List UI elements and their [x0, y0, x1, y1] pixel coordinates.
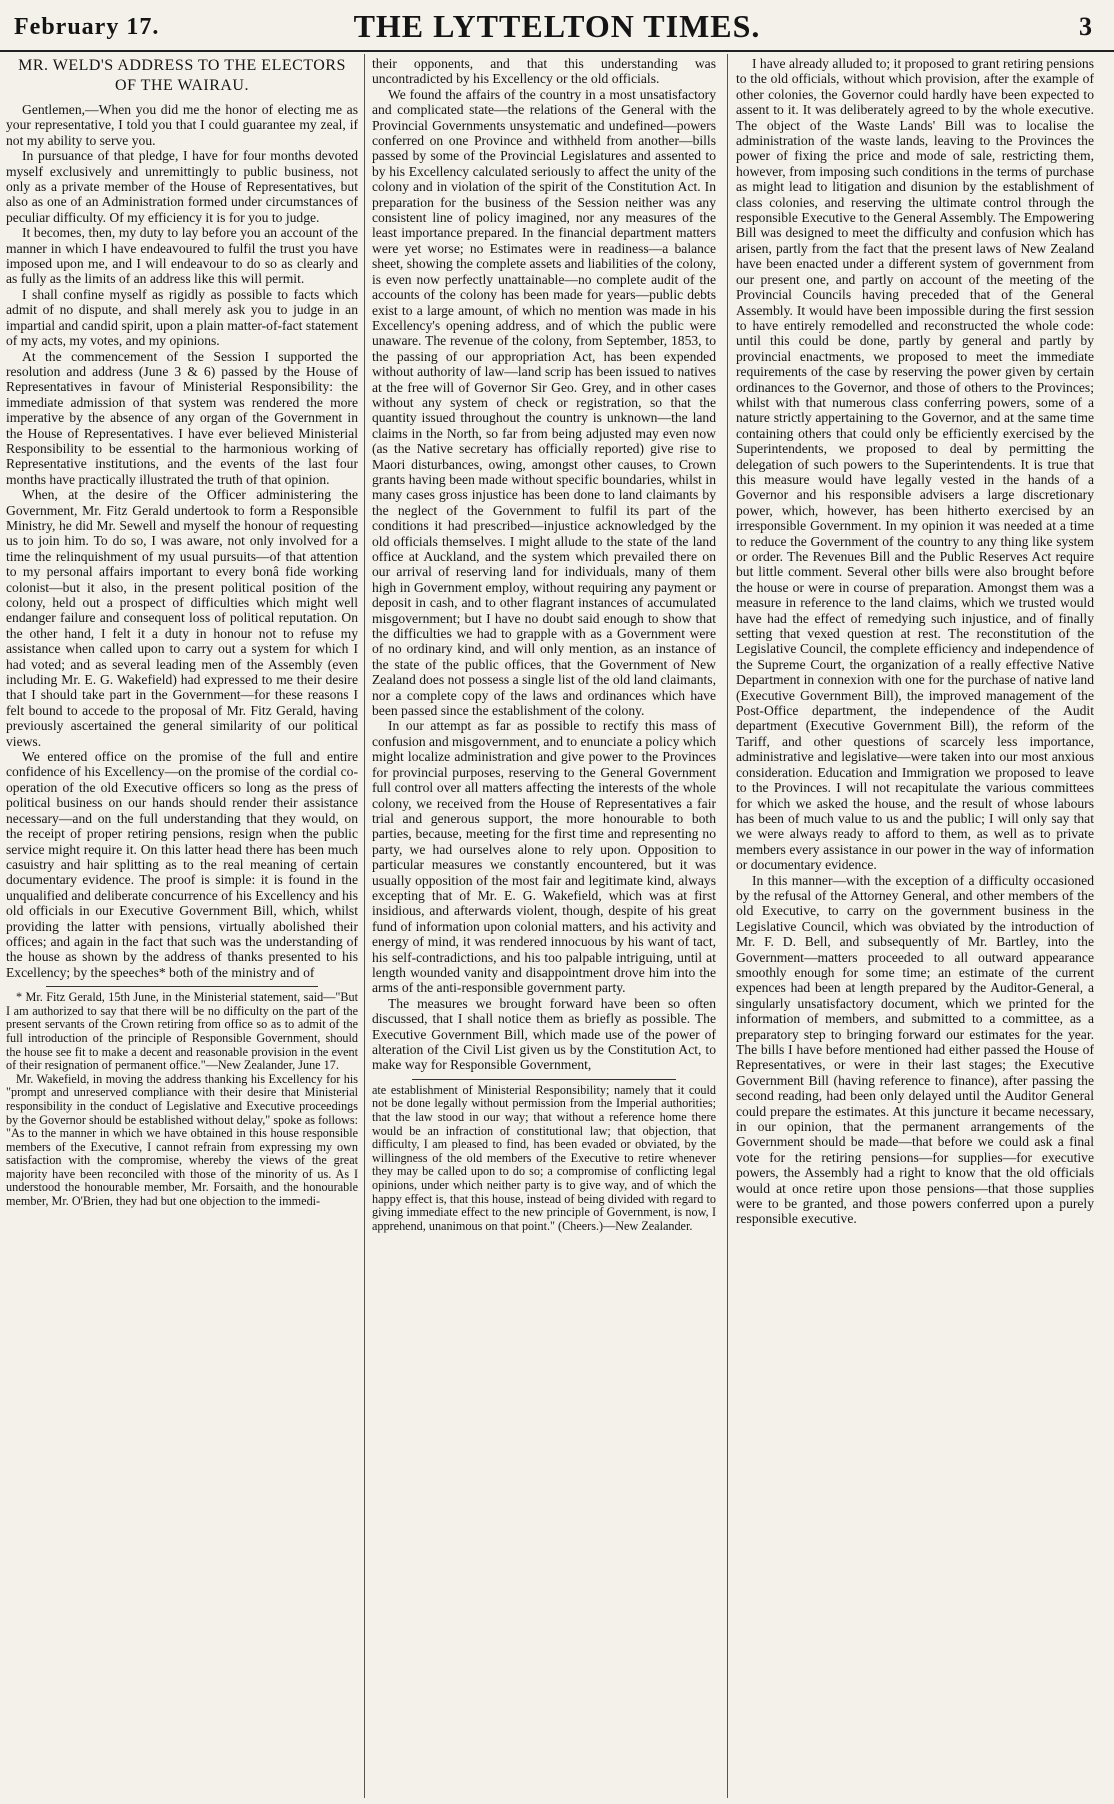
page-number: 3	[1079, 12, 1092, 41]
footnote: ate establishment of Ministerial Responsibility; namely that it could not be done legally without permission from the Imperial authorities; that the law stood in our way; that without a reference home there would be an infraction of constitutional law; that objection, that difficulty, I am pleased to find, has been evaded or obviated, by the willingness of the old members of the Executive to retire whenever they may be called upon to do so; a compromise of conflicting legal opinions, under which neither party is to give way, and of which the happy effect is, that this house, instead of being divided with regard to giving immediate effect to the new principle of Government, is now, I apprehend, unanimous on that point." (Cheers.)—New Zealander.	[372, 1082, 716, 1233]
footnote: Mr. Wakefield, in moving the address thanking his Excellency for his "prompt and unreserved compliance with their desire that Ministerial responsibility in the conduct of Legislative and Executive proceedings by the Governor should be established without delay," spoke as follows: "As to the manner in which we have obtained in this house responsible members of the Executive, I cannot refrain from expressing my own satisfaction with the compromise, whereby the views of the great majority have been reconciled with those of the minority of us. As I understood the honourable member, Mr. Forsaith, and the honourable member, Mr. O'Brien, they had but one objection to the immedi-	[6, 1071, 358, 1209]
paragraph: their opponents, and that this understanding was uncontradicted by his Excellency or the old officials.	[372, 56, 716, 87]
headline-line-1: MR. WELD'S ADDRESS TO THE ELECTORS	[18, 57, 346, 74]
article-headline	[6, 56, 358, 96]
column-rule-1	[364, 54, 365, 1798]
column-3	[736, 56, 1094, 1798]
footnotes	[6, 991, 358, 1209]
paragraph: Gentlemen,—When you did me the honor of electing me as your representative, I told you that I could guarantee my zeal, if not my ability to serve you.	[6, 102, 358, 148]
paragraph: At the commencement of the Session I supported the resolution and address (June 3 & 6) passed by the House of Representatives in favour of Ministerial Responsibility: the immediate admission of that system was rendered the more imperative by the absence of any organ of the Government in the House of Representatives. I have ever believed Ministerial Responsibility to be essential to the harmonious working of Representative institutions, and the events of the last four months have practically illustrated the truth of that opinion.	[6, 348, 358, 487]
masthead	[0, 0, 1114, 52]
paragraph: In our attempt as far as possible to rectify this mass of confusion and misgovernment, and to enunciate a policy which might localize administration and give power to the Provinces for provincial purposes, reserving to the General Government full control over all matters affecting the interests of the whole colony, we received from the House of Representatives a fair trial and generous support, the more honourable to both parties, because, meeting for the first time and representing no party, we had ourselves alone to rely upon. Opposition to particular measures we constantly encountered, but it was usually opposition of the most fair and legitimate kind, always excepting that of Mr. E. G. Wakefield, which was at first insidious, and afterwards violent, though, despite of his great fund of information upon colonial matters, and his activity and energy of mind, it was rendered innocuous by his want of tact, his self-contradictions, and his too palpable intriguing, until at length wounded vanity and disappointment drove him into the arms of the anti-responsible government party.	[372, 718, 716, 996]
paragraph: We entered office on the promise of the full and entire confidence of his Excellency—on the promise of the cordial co-operation of the old Executive officers so long as the press of political business on our hands should render their assistance necessary—and on the full understanding that they would, on the receipt of proper retiring pensions, resign when the public service might require it. On this latter head there has been much casuistry and hair splitting as to the real meaning of certain documentary evidence. The proof is simple: it is found in the unqualified and deliberate concurrence of his Excellency and his old officials in our Executive Government Bill, which, whilst providing the latter with pensions, virtually abolished their offices; and again in the fact that such was the understanding of the house as shown by the address of thanks presented to his Excellency; by the speeches* both of the ministry and of	[6, 749, 358, 980]
paragraph: I have already alluded to; it proposed to grant retiring pensions to the old officials, without which provision, after the example of other colonies, the Governor could hardly have been expected to assent to it. It was deliberately agreed to by the whole executive. The object of the Waste Lands' Bill was to localise the administration of the waste lands, leaving to the Provinces the power of fixing the price and mode of sale, restricting them, however, from imposing such conditions in the terms of purchase as might lead to litigation and disunion by the establishment of class colonies, and reserving the ultimate control through the responsible Executive to the General Assembly. The Empowering Bill was designed to meet the difficulty and confusion which has arisen, partly from the fact that the present laws of New Zealand have been enacted under a different system of government from our present one, and partly on account of the meeting of the Provincial Councils having preceded that of the General Assembly. It would have been impossible during the first session to have entirely remodelled and reconstructed the whole code: until this could be done, partly by general and partly by provincial enactments, we proposed to meet the immediate requirements of the case by reserving the power given by certain ordinances to the Governor, and those of others to the Provinces; whilst with that numerous class conferring powers, some of a nature strictly appertaining to the Governor, and at the same time containing others that could only be efficiently exercised by the Superintendents, we proposed to deal by permitting the delegation of such powers to the Superintendents. It is true that this measure would have legally vested in the hands of a Governor and his responsible advisers a large discretionary power, which, however, has been hitherto exercised by an irresponsible Government. In my opinion it was needed at a time to reduce the Government of the country to any thing like system or order. The Revenues Bill and the Public Reserves Act require but little comment. Several other bills were also brought before the house or were in course of preparation. Amongst them was a measure in reference to the land claims, which we trusted would have had the effect of remedying such injustice, and of finally setting that vexed question at rest. The reconstitution of the Legislative Council, the complete efficiency and independence of the Supreme Court, the organization of a really effective Native Department in connexion with one for the purchase of native land (Executive Government Bill), the improved management of the Post-Office department, the independence of the Audit department (Executive Government Bill), the reform of the Tariff, and other questions of scarcely less importance, administrative and legislative—were taken into our most anxious consideration. Education and Immigration we proposed to leave to the Provinces. I will not recapitulate the various committees for which we asked the house, and the result of whose labours has been of much value to us and the public; I will only say that we were always ready to afford to them, as well as to private members every assistance in our power in the way of information or documentary evidence.	[736, 56, 1094, 873]
paragraph: The measures we brought forward have been so often discussed, that I shall notice them as briefly as possible. The Executive Government Bill, which made use of the power of alteration of the Civil List given us by the Constitution Act, to make way for Responsible Government,	[372, 995, 716, 1073]
headline-line-2: OF THE WAIRAU.	[115, 77, 249, 94]
paragraph: When, at the desire of the Officer administering the Government, Mr. Fitz Gerald undertook to form a Responsible Ministry, he did Mr. Sewell and myself the honour of requesting us to join him. To do so, I was aware, not only involved for a time the relinquishment of my usual pursuits—of that attention to my personal affairs important to every bonâ fide working colonist—but it also, in the present political position of the colony, held out a prospect of difficulties which might well endanger failure and consequent loss of political reputation. On the other hand, I felt it a duty in honour not to refuse my assistance when called upon to carry out a system for which I had voted; and as several leading men of the Assembly (even including Mr. E. G. Wakefield) had expressed to me their desire that I should take part in the Government—for these reasons I felt bound to accede to the proposal of Mr. Fitz Gerald, having previously ascertained the general similarity of our political views.	[6, 487, 358, 749]
newspaper-title: THE LYTTELTON TIMES.	[353, 8, 761, 44]
paragraph: In this manner—with the exception of a difficulty occasioned by the refusal of the Attorney General, and other members of the old Executive, to carry on the government business in the Legislative Council, which was obviated by the introduction of Mr. F. D. Bell, and subsequently of Mr. Bartley, into the Government—matters proceeded to all outward appearance smoothly enough for some time; an estimate of the current expences had been at length prepared by the Auditor-General, a singularly unsatisfactory document, which we printed for the information of members, and submitted to a committee, as a preparatory step to bringing forward our estimates for the year. The bills I have before mentioned had either passed the House of Representatives, or were in their last stages; the Executive Government Bill (having reference to finance), after passing the second reading, had been only delayed until the Auditor General could prepare the estimates. At this juncture it became necessary, in our opinion, that the permanent arrangements of the Government should be made—that before we could ask a final vote for the retiring pensions—for supplies—for executive powers, the Assembly had a right to know that the old officials would at once retire upon those pensions—that those supplies were to be granted, and those powers conferred upon a purely responsible executive.	[736, 872, 1094, 1227]
footnote-continuation	[372, 1084, 716, 1234]
footnote-divider	[412, 1079, 676, 1080]
column-1	[6, 56, 358, 1798]
paragraph: In pursuance of that pledge, I have for four months devoted myself exclusively and unremittingly to public business, not only as a private member of the House of Representatives, but also as one of an Administration formed under circumstances of peculiar difficulty. Of my efficiency it is for you to judge.	[6, 148, 358, 225]
issue-date: February 17.	[14, 14, 160, 40]
paragraph: We found the affairs of the country in a most unsatisfactory and complicated state—the relations of the General with the Provincial Governments unsystematic and undefined—powers conferred on one Province and withheld from another—bills passed by some of the Provincial Legislatures and assented to by his Excellency calculated seriously to affect the unity of the colony and in violation of the spirit of the Constitution Act. In preparation for the business of the Session neither was any consistent line of policy imagined, nor any measures of the least importance prepared. In the financial department matters were yet worse; no Estimates were in readiness—a balance sheet, showing the complete assets and liabilities of the colony, is even now perfectly unattainable—no complete audit of the accounts of the colony has been made for years—public debts exist to a large amount, of which no mention was made in his Excellency's opening address, and of which the public were unaware. The revenue of the colony, from September, 1853, to the passing of our appropriation Act, has been expended without authority of law—land scrip has been issued to natives at the free will of Governor Sir Geo. Grey, and in other cases without any system of check or registration, so that the quantity issued throughout the country is unknown—the land claims in the North, so far from being adjusted may even now (as the Native secretary has officially reported) give rise to Maori disturbances, owing, amongst other causes, to Crown grants having been made without specific boundaries, whilst in many cases gross injustice has been done to land claimants by the neglect of the Government to fulfil its part of the conditions it had prescribed—injustice acknowledged by the old officials themselves. I might allude to the state of the land office at Auckland, and the system which prevailed there on our arrival of reserving land for individuals, many of them high in Government employ, without requiring any payment or deposit in cash, and to other flagrant instances of accumulated misgovernment; but I have no doubt said enough to show that the difficulties we had to grapple with as a Government were of no ordinary kind, and will only mention, as an instance of the state of the public offices, that the Government of New Zealand does not possess a single list of the old land claimants, nor a complete copy of the laws and ordinances which have been passed since the establishment of the colony.	[372, 86, 716, 719]
column-2	[372, 56, 716, 1798]
paragraph: I shall confine myself as rigidly as possible to facts which admit of no dispute, and shall merely ask you to judge in an impartial and candid spirit, upon a plain matter-of-fact statement of my acts, my votes, and my opinions.	[6, 286, 358, 349]
footnote-divider	[46, 986, 318, 987]
footnote: * Mr. Fitz Gerald, 15th June, in the Ministerial statement, said—"But I am authorized to say that there will be no difficulty on the part of the present servants of the Crown retiring from office so as to admit of the full introduction of the principle of Responsible Government, should the house see fit to make a decent and reasonable provision in the event of their resignation of permanent office."—New Zealander, June 17.	[6, 990, 358, 1073]
paragraph: It becomes, then, my duty to lay before you an account of the manner in which I have endeavoured to fulfil the trust you have imposed upon me, and I will endeavour to do so as clearly and as fully as the limits of an address like this will permit.	[6, 225, 358, 287]
column-rule-2	[727, 54, 728, 1798]
